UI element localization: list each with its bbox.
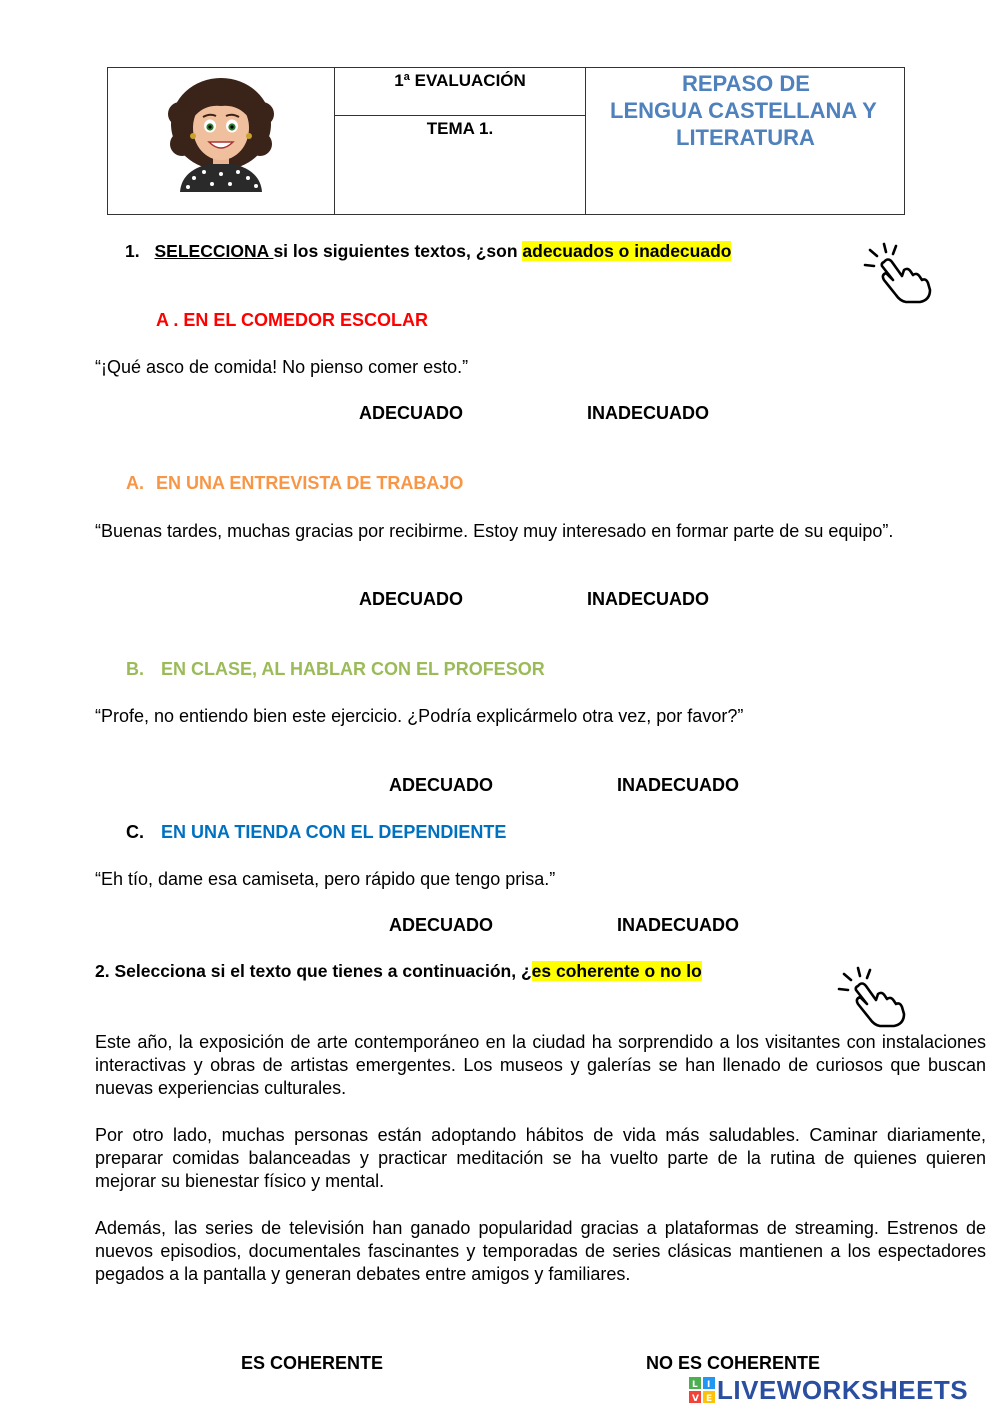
hand-pointer-icon [836,964,908,1028]
question-text: si los siguientes textos, ¿son [273,241,523,261]
title-line: LITERATURA [676,125,815,150]
question-2 [95,961,702,982]
section-heading [156,310,428,331]
option-inadecuado[interactable]: INADECUADO [617,775,740,795]
quote-text: “¡Qué asco de comida! No pienso comer esto.” [95,357,469,377]
option-adecuado[interactable]: ADECUADO [359,589,464,609]
quote-text: “Eh tío, dame esa camiseta, pero rápido que tengo prisa.” [95,869,556,889]
section-heading [126,659,545,680]
section-heading [126,822,506,843]
evaluation-label: 1ª EVALUACIÓN [394,71,526,90]
question-number: 1. [125,241,140,261]
paragraph: Además, las series de televisión han ganado popularidad gracias a plataformas de streaming. Estrenos de nuevos episodios, documentales fascinantes y temporadas de series clásicas mantienen a los espectadores pegados a la pantalla y generan debates entre amigos y familiares. [95,1218,986,1284]
option-adecuado[interactable]: ADECUADO [389,775,494,795]
select-word: SELECCIONA [154,241,274,261]
question-text: 2. Selecciona si el texto que tienes a continuación, ¿ [95,961,532,981]
option-adecuado[interactable]: ADECUADO [359,403,464,423]
option-no-es-coherente[interactable]: NO ES COHERENTE [646,1353,821,1373]
svg-text:L: L [692,1380,698,1390]
section-marker: B. [126,659,144,679]
highlighted-text: es coherente o no lo [531,961,702,981]
divider [334,115,585,116]
logo-grid-icon [689,1377,715,1403]
svg-text:I: I [707,1380,711,1390]
teacher-avatar [168,74,274,192]
paragraph: Por otro lado, muchas personas están adoptando hábitos de vida más saludables. Caminar diariamente, preparar comidas balanceadas y practicar meditación se ha vuelto parte de la rutina de quienes quieren mejorar su bienestar físico y mental. [95,1125,986,1191]
quote-text: “Profe, no entiendo bien este ejercicio. ¿Podría explicármelo otra vez, por favor?” [95,706,744,726]
paragraph: Este año, la exposición de arte contemporáneo en la ciudad ha sorprendido a los visitantes con instalaciones interactivas y obras de artistas emergentes. Los museos y galerías se han llenado de curiosos que buscan nuevas experiencias culturales. [95,1032,986,1098]
header-table [107,67,905,215]
section-marker: A. [126,473,144,493]
section-title: EN UNA TIENDA CON EL DEPENDIENTE [161,822,507,842]
logo-text: LIVEWORKSHEETS [717,1375,969,1405]
option-es-coherente[interactable]: ES COHERENTE [241,1353,384,1373]
section-title: EN EL COMEDOR ESCOLAR [183,310,429,330]
option-inadecuado[interactable]: INADECUADO [587,403,710,423]
title-line: LENGUA CASTELLANA Y [610,98,877,123]
topic-label: TEMA 1. [426,119,494,138]
section-marker: C. [126,822,144,842]
title-line: REPASO DE [682,71,810,96]
svg-text:E: E [706,1394,713,1403]
section-marker: A . [156,310,179,330]
highlighted-text: adecuados o inadecuado [522,241,732,261]
page-title [586,70,906,151]
svg-text:V: V [692,1394,699,1403]
section-title: EN UNA ENTREVISTA DE TRABAJO [156,473,464,493]
quote-text: “Buenas tardes, muchas gracias por recibirme. Estoy muy interesado en formar parte de su equipo”. [95,521,894,541]
section-heading [126,473,463,494]
question-1 [125,241,731,262]
section-title: EN CLASE, AL HABLAR CON EL PROFESOR [161,659,545,679]
hand-pointer-icon [862,240,934,304]
option-inadecuado[interactable]: INADECUADO [617,915,740,935]
option-inadecuado[interactable]: INADECUADO [587,589,710,609]
option-adecuado[interactable]: ADECUADO [389,915,494,935]
